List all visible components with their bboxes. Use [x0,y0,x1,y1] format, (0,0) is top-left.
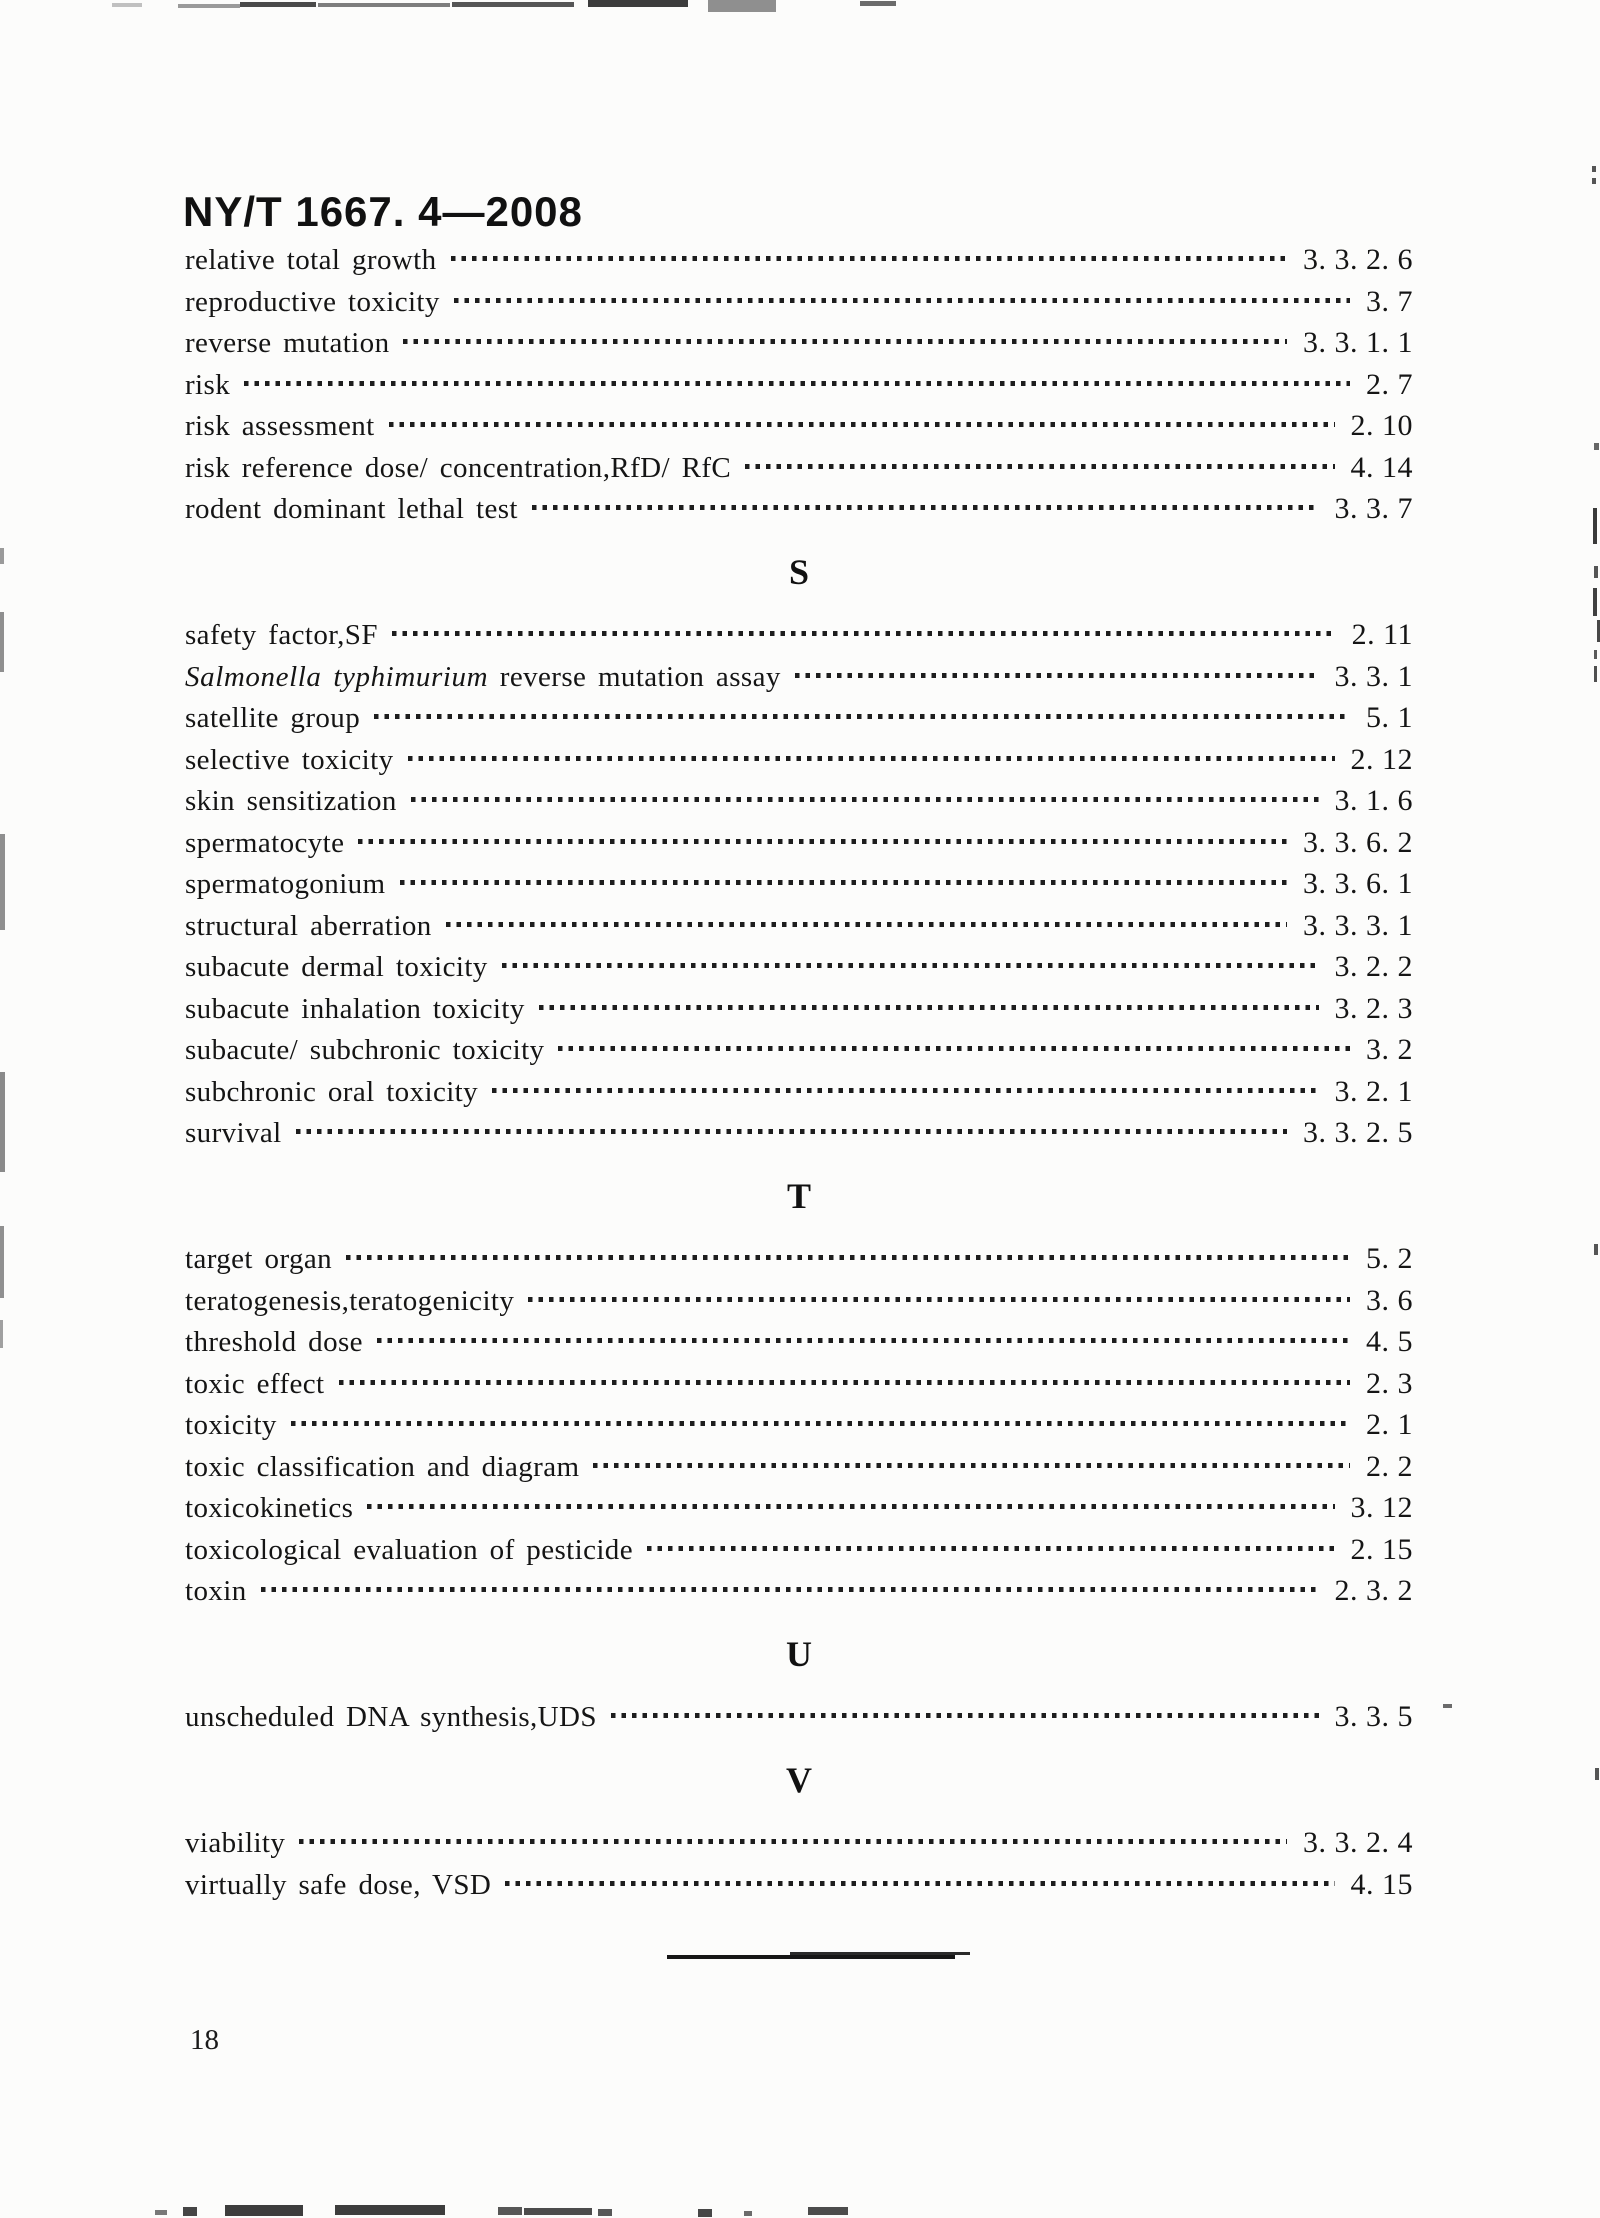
standard-number-header: NY/T 1667. 4—2008 [183,188,583,235]
scan-artifact-top [708,0,776,12]
index-ref: 3. 3. 5 [1334,1700,1413,1733]
scan-artifact-top [860,1,896,6]
index-ref: 4. 14 [1350,450,1413,484]
index-entry [185,697,1413,739]
dot-leader [244,374,1350,394]
index-ref: 3. 3. 2. 4 [1303,1826,1413,1859]
index-term: risk reference dose/ concentration,RfD/ RfC [185,451,732,484]
index-ref: 2. 11 [1351,618,1413,651]
index-ref: 3. 2. 1 [1334,1074,1413,1108]
index-term: toxicokinetics [185,1492,354,1524]
dot-leader [558,1039,1350,1059]
dot-leader [358,832,1287,852]
scan-artifact-bottom [183,2207,197,2216]
index-body [185,239,1413,1905]
index-ref: 3. 2. 3 [1334,991,1413,1025]
scan-artifact-bottom [335,2205,445,2215]
dot-leader [367,1497,1334,1517]
index-entry [185,1487,1413,1529]
dot-leader [745,457,1334,477]
index-term: rodent dominant lethal test [185,493,518,525]
scan-artifact-left [0,1226,4,1298]
index-ref: 2. 12 [1350,742,1413,776]
dot-leader [299,1832,1287,1852]
index-entry [185,1238,1413,1280]
index-entry [185,1822,1413,1864]
index-section-block [185,1696,1413,1738]
index-term: relative total growth [185,244,437,276]
index-term: spermatogonium [185,868,386,900]
index-ref: 2. 3. 2 [1334,1574,1413,1607]
index-entry [185,780,1413,822]
scan-artifact-right [1594,443,1599,450]
dot-leader [446,915,1287,935]
index-ref: 3. 6 [1366,1283,1413,1317]
index-term: skin sensitization [185,785,397,817]
index-term: toxic classification and diagram [185,1450,580,1483]
index-ref: 4. 5 [1366,1325,1413,1358]
index-entry [185,1570,1413,1612]
index-term: subacute/ subchronic toxicity [185,1034,545,1066]
scan-artifact-bottom [498,2207,522,2215]
index-ref: 5. 1 [1366,701,1413,734]
dot-leader [539,998,1319,1018]
index-ref: 3. 3. 1. 1 [1303,326,1413,359]
scan-artifact-left [0,612,4,672]
dot-leader [389,415,1335,435]
index-term: target organ [185,1243,333,1275]
section-letter-U: U [786,1633,812,1674]
index-ref: 3. 3. 6. 1 [1303,867,1413,900]
index-entry [185,1404,1413,1446]
index-entry [185,1029,1413,1071]
index-term: safety factor,SF [185,619,378,651]
index-ref: 3. 2 [1366,1033,1413,1066]
index-ref: 3. 3. 6. 2 [1303,825,1413,859]
scan-artifact-bottom [155,2210,167,2215]
section-letter-V: V [786,1759,812,1800]
scan-artifact-bottom [524,2208,592,2215]
index-entry [185,1696,1413,1738]
scan-artifact-left [0,548,4,564]
index-term: toxicological evaluation of pesticide [185,1533,633,1566]
index-term: risk assessment [185,410,375,442]
index-term: viability [185,1827,286,1859]
index-ref: 2. 2 [1366,1449,1413,1483]
index-entry [185,614,1413,656]
dot-leader [392,624,1336,644]
index-entry [185,739,1413,781]
dot-leader [505,1874,1334,1894]
index-ref: 3. 1. 6 [1334,784,1413,817]
index-entry [185,1363,1413,1405]
scan-artifact-top [588,0,688,7]
index-ref: 3. 12 [1350,1491,1413,1524]
dot-leader [339,1373,1351,1393]
scan-artifact-left [0,834,5,930]
index-ref: 2. 7 [1366,367,1413,401]
scan-artifact-left [0,1320,3,1348]
index-ref: 3. 3. 2. 5 [1303,1116,1413,1149]
scan-artifact-top [452,2,574,7]
index-entry [185,656,1413,698]
dot-leader [647,1539,1335,1559]
dot-leader [261,1580,1319,1600]
dot-leader [451,249,1287,269]
dot-leader [403,332,1287,352]
scan-artifact-right [1443,1704,1452,1708]
index-entry [185,447,1413,489]
scan-artifact-bottom [698,2209,712,2217]
scan-artifact-top [178,4,240,8]
index-ref: 2. 3 [1366,1366,1413,1400]
index-term: subchronic oral toxicity [185,1075,479,1108]
index-entry [185,1321,1413,1363]
index-entry [185,863,1413,905]
section-letter-S: S [788,551,810,592]
index-ref: 2. 10 [1350,409,1413,442]
index-entry [185,322,1413,364]
scan-artifact-right [1593,588,1597,616]
dot-leader [374,707,1350,727]
index-term: structural aberration [185,909,432,942]
index-term: subacute inhalation toxicity [185,992,525,1025]
index-ref: 3. 2. 2 [1334,950,1413,983]
scan-artifact-top [240,2,316,7]
index-entry [185,1280,1413,1322]
index-ref: 2. 1 [1366,1408,1413,1441]
index-ref: 4. 15 [1350,1867,1413,1901]
footer-rule-overstrike [790,1952,970,1955]
dot-leader [795,666,1319,686]
footer-rule [667,1955,955,1959]
index-ref: 3. 3. 3. 1 [1303,908,1413,942]
index-entry [185,1112,1413,1154]
index-ref: 3. 7 [1366,284,1413,318]
scan-artifact-right [1595,1768,1599,1780]
index-term: teratogenesis,teratogenicity [185,1284,515,1317]
index-term: toxicity [185,1409,277,1441]
index-term: spermatocyte [185,826,345,859]
index-term: selective toxicity [185,743,394,776]
index-term: toxic effect [185,1367,325,1400]
dot-leader [400,873,1287,893]
index-term: toxin [185,1575,247,1607]
index-entry [185,364,1413,406]
scan-artifact-top [112,3,142,7]
dot-leader [296,1122,1287,1142]
index-entry [185,1529,1413,1571]
index-term: virtually safe dose, VSD [185,1868,492,1901]
scan-artifact-right [1594,650,1597,659]
index-entry [185,946,1413,988]
page-number: 18 [190,2024,219,2056]
scan-artifact-bottom [744,2211,752,2216]
index-ref: 2. 15 [1350,1532,1413,1566]
index-term: threshold dose [185,1326,363,1358]
dot-leader [291,1414,1350,1434]
index-entry [185,988,1413,1030]
index-term: reverse mutation [185,327,390,359]
index-term: survival [185,1117,282,1149]
index-entry [185,488,1413,530]
dot-leader [454,291,1350,311]
dot-leader [377,1331,1350,1351]
dot-leader [528,1290,1350,1310]
index-entry [185,405,1413,447]
dot-leader [593,1456,1350,1476]
index-entry [185,905,1413,947]
index-entry [185,1446,1413,1488]
index-term: subacute dermal toxicity [185,951,488,983]
index-term: reproductive toxicity [185,285,440,318]
scan-artifact-right [1592,166,1596,172]
index-term: Salmonella typhimurium reverse mutation assay [185,660,781,693]
index-entry [185,822,1413,864]
index-ref: 3. 3. 2. 6 [1303,243,1413,276]
index-section-block [185,239,1413,530]
index-section-block [185,1238,1413,1612]
dot-leader [502,956,1319,976]
scan-artifact-right [1594,666,1597,682]
scan-artifact-left [0,1072,5,1172]
dot-leader [408,749,1335,769]
index-ref: 3. 3. 7 [1334,492,1413,525]
index-entry [185,1071,1413,1113]
scan-artifact-bottom [808,2207,848,2215]
scan-artifact-top [318,3,450,7]
index-ref: 5. 2 [1366,1242,1413,1275]
dot-leader [346,1248,1350,1268]
index-entry [185,281,1413,323]
index-entry [185,239,1413,281]
index-section-block [185,1822,1413,1905]
section-letter-T: T [786,1175,811,1216]
scan-artifact-right [1592,178,1596,184]
scan-artifact-right [1594,566,1598,578]
dot-leader [411,790,1319,810]
scan-artifact-right [1594,1244,1598,1255]
index-section-block [185,614,1413,1154]
scan-artifact-right [1593,508,1597,544]
index-ref: 3. 3. 1 [1334,659,1413,693]
dot-leader [492,1081,1318,1101]
index-term: unscheduled DNA synthesis,UDS [185,1701,597,1733]
scan-artifact-bottom [598,2209,612,2216]
dot-leader [532,498,1319,518]
scan-artifact-bottom [225,2205,303,2216]
dot-leader [611,1706,1319,1726]
index-term: risk [185,368,231,401]
index-entry [185,1864,1413,1906]
index-term: satellite group [185,702,361,734]
